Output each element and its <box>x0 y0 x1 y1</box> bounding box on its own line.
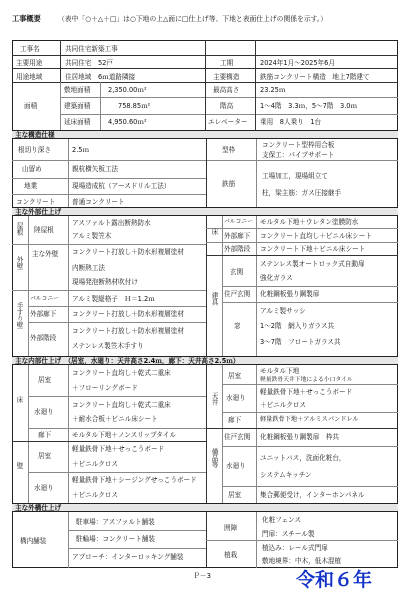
building-area-label: 建築面積 <box>64 102 91 110</box>
window-value-2: 1～2階 網入りガラス共 <box>260 322 335 330</box>
ceil-corridor-value: 軽量鉄骨下地＋アルミスパンドレル <box>260 416 359 423</box>
wall-value-2: 内断熱工法 <box>72 264 105 272</box>
int-wall-group-label: 壁 <box>15 462 23 469</box>
floor-stair-value: コンクリート下地＋ビニル床シート <box>260 245 366 253</box>
page-number: Ｐ－3 <box>193 572 211 580</box>
window-value-3: 3～7階 フロートガラス共 <box>260 338 341 346</box>
fence-value-1: 化粧フェンス <box>262 516 302 524</box>
roof-value-1: アスファルト露出断熱防水 <box>72 219 151 227</box>
wall-value-1: コンクリート打放し＋防水形複層塗材 <box>72 248 184 256</box>
int-corridor-label: 廊下 <box>38 431 52 439</box>
wall-wet-value-1: 軽量鉄骨下地＋シージングせっこうボード <box>72 476 197 484</box>
equip-door-label: 住戸玄関 <box>224 433 251 441</box>
ceil-wet-label: 水廻り <box>226 394 246 402</box>
floor-height-label: 階高 <box>220 102 234 110</box>
project-name-value: 共同住宅新築工事 <box>65 45 118 53</box>
int-floor-group-label: 床 <box>15 396 23 403</box>
project-name-label: 工事名 <box>20 45 40 53</box>
main-use-value: 共同住宅 52戸 <box>65 59 113 67</box>
wall-label: 主な外壁 <box>32 250 59 258</box>
ext-stair-value-2: ステンレス製笠木手すり <box>72 342 144 350</box>
formwork-value-2: 支保工：パイプサポート <box>262 151 335 159</box>
rail-group-label: 手すり壁 <box>15 302 23 329</box>
area-label: 面積 <box>24 102 38 110</box>
wet-area-value-1: コンクリート直均し＋乾式二重床 <box>72 401 171 409</box>
fence-label: 囲障 <box>224 524 238 532</box>
roof-group-label: 屋根 <box>15 222 23 236</box>
ceil-corridor-label: 廊下 <box>228 416 242 424</box>
fence-value-2: 門扉：スチール製 <box>262 530 315 538</box>
ceil-wet-value-2: ＋ビニルクロス <box>260 401 307 409</box>
window-value-1: アルミ製サッシ <box>260 307 306 315</box>
int-corridor-value: モルタル下地＋ノンスリップタイル <box>72 431 176 439</box>
wall-wet-value-2: ＋ビニルクロス <box>72 491 119 499</box>
wall-room-value-2: ＋ビニルクロス <box>72 460 119 468</box>
foundation-label: 地業 <box>24 182 38 190</box>
rebar-value-1: 工場加工，現場組立て <box>262 172 328 180</box>
period-label: 工期 <box>220 59 234 67</box>
wet-area-value-2: ＋耐水合板＋ビニル床シート <box>72 415 158 423</box>
zone-label: 用途地域 <box>16 73 43 81</box>
structure-label: 主要構造 <box>213 73 240 81</box>
wall-group-label: 外壁 <box>15 256 23 270</box>
excavation-label: 根切り深さ <box>18 146 51 154</box>
entrance-value-1: ステンレス製オートロック式自動扉 <box>260 260 365 268</box>
equip-wet-label: 水廻り <box>226 462 246 470</box>
equip-room-label: 居室 <box>228 491 242 499</box>
planting-value-2: 敷地境界：中木，低木混植 <box>262 557 342 565</box>
equip-room-value: 集合郵便受け，インターホンパネル <box>260 491 365 499</box>
dwelling-door-label: 住戸玄関 <box>224 290 251 298</box>
entrance-value-2: 強化ガラス <box>260 274 293 282</box>
room-value-1: コンクリート直均し＋乾式二重床 <box>72 369 171 377</box>
floor-balcony-value: モルタル下地＋ウレタン塗膜防水 <box>260 218 359 226</box>
zone-value: 住居地域 6ｍ道路隣接 <box>65 73 136 81</box>
elevator-label: エレベーター <box>208 118 248 126</box>
equip-wet-value-1: ユニットバス，洗面化粧台， <box>260 454 346 462</box>
approach-value: アプローチ：インターロッキング舗装 <box>72 553 184 561</box>
main-use-label: 主要用途 <box>16 59 43 67</box>
dwelling-door-value: 化粧鋼板張り鋼製扉 <box>260 290 320 298</box>
rebar-value-2: 柱，梁主筋：ガス圧接継手 <box>262 189 342 197</box>
floor-balcony-label: バルコニー <box>224 219 253 225</box>
era-year-stamp: 令和６年 <box>296 569 373 591</box>
ceil-wet-value-1: 軽量鉄骨下地＋せっこうボード <box>260 388 353 396</box>
ceil-room-value-2: 軽量鉄骨天井下地による小口タイル <box>260 377 353 383</box>
wall-value-3: 現場発泡断熱材吹付け <box>72 278 138 286</box>
roof-value-2: アルミ製笠木 <box>72 232 112 240</box>
floor-corridor-value: コンクリート直均し＋ビニル床シート <box>260 232 372 240</box>
header-note: （表中「○＋△＋□」は○下地の上△面に□仕上げ等、下地と表面仕上げの関係を示す。） <box>58 15 328 23</box>
room-label: 居室 <box>38 376 52 384</box>
site-area-label: 敷地面積 <box>64 86 91 94</box>
total-area-label: 延床面積 <box>64 118 91 126</box>
paving-group-label: 構内舗装 <box>20 537 47 545</box>
rebar-label: 鉄筋 <box>222 180 236 188</box>
formwork-label: 型枠 <box>222 146 236 154</box>
concrete-value: 普通コンクリート <box>72 198 125 206</box>
equip-group-label: 備品等 <box>210 448 218 468</box>
room-value-2: ＋フローリングボード <box>72 384 138 392</box>
floor-stair-label: 外部階段 <box>224 245 251 253</box>
retaining-value: 親杭横矢板工法 <box>72 165 119 173</box>
total-area-value: 4,950.60ｍ² <box>108 118 147 126</box>
wall-room-label: 居室 <box>38 452 52 460</box>
excavation-value: 2.5ｍ <box>72 146 90 154</box>
ext-corridor-value: コンクリート打放し＋防水形複層塗材 <box>72 310 184 318</box>
ceil-room-value-1: モルタル下地 <box>260 367 300 375</box>
formwork-value-1: コンクリート型枠用合板 <box>262 141 335 149</box>
ext-corridor-label: 外部廊下 <box>30 310 57 318</box>
interior-section-header: 主な内部仕上げ （居室，水廻り：天井高さ2.4ｍ，廊下：天井高さ2.5ｍ） <box>12 356 398 365</box>
wall-room-value-1: 軽量鉄骨下地＋せっこうボード <box>72 445 165 453</box>
opening-group-label: 建具 <box>210 292 218 306</box>
floor-corridor-label: 外部廊下 <box>224 232 251 240</box>
ext-stair-label: 外部階段 <box>30 334 57 342</box>
planting-value-1: 植込み：レール式門扉 <box>262 544 328 552</box>
external-section-header: 主な外構仕上げ <box>12 503 398 512</box>
ceiling-group-label: 天井 <box>210 392 218 406</box>
page-title: 工事概要 <box>12 14 41 23</box>
balcony-value: アルミ製縦格子 Ｈ＝1.2ｍ <box>72 295 155 303</box>
period-value: 2024年1月～2025年6月 <box>260 59 335 67</box>
structural-section-header: 主な構造仕様 <box>12 130 398 139</box>
exterior-section-header: 主な外部仕上げ <box>12 207 398 216</box>
floor-group-label: 床 <box>210 228 218 235</box>
floor-height-value: 1～4階 3.3ｍ，5～7階 3.0ｍ <box>260 102 358 110</box>
window-label: 窓 <box>234 322 241 330</box>
roof-label: 陸屋根 <box>34 226 54 234</box>
max-height-value: 23.25ｍ <box>260 86 286 94</box>
wet-area-label: 水廻り <box>34 408 54 416</box>
planting-label: 植栽 <box>224 551 238 559</box>
site-area-value: 2,350.00ｍ² <box>108 86 147 94</box>
max-height-label: 最高高さ <box>213 86 240 94</box>
bike-parking-value: 駐輪場：コンクリート舗装 <box>76 535 155 543</box>
entrance-label: 玄関 <box>230 268 244 276</box>
equip-door-value: 化粧鋼板張り鋼製扉 枠共 <box>260 433 340 441</box>
wall-wet-label: 水廻り <box>34 484 54 492</box>
building-area-value: 758.85ｍ² <box>118 102 151 110</box>
ext-stair-value-1: コンクリート打放し＋防水形複層塗材 <box>72 327 184 335</box>
elevator-value: 乗用 8人乗り 1台 <box>260 118 322 126</box>
balcony-label: バルコニー <box>30 296 59 302</box>
concrete-label: コンクリート <box>16 198 56 206</box>
equip-wet-value-2: システムキッチン <box>260 471 312 479</box>
retaining-label: 山留め <box>22 165 42 173</box>
foundation-value: 現場造成杭（アースドリル工法） <box>72 182 171 190</box>
parking-value: 駐車場：アスファルト舗装 <box>76 518 155 526</box>
structure-value: 鉄筋コンクリート構造 地上7階建て <box>260 73 370 81</box>
ceil-room-label: 居室 <box>228 372 242 380</box>
